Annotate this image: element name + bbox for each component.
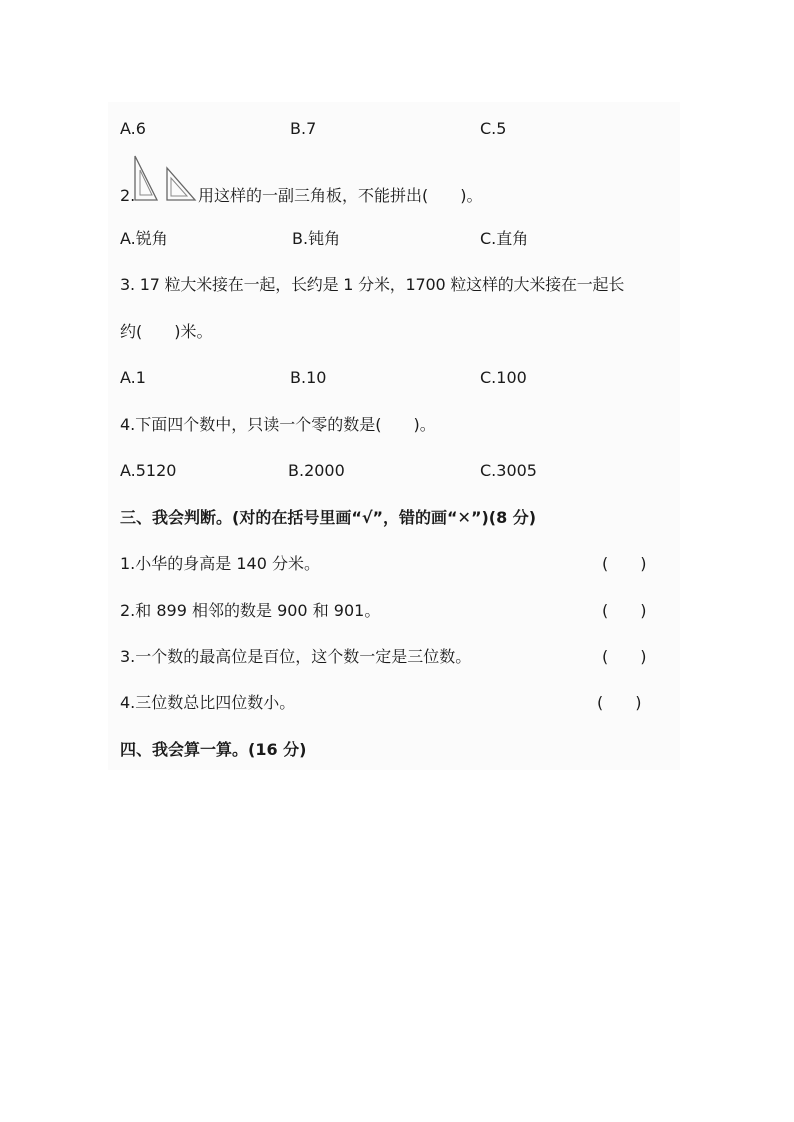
q2-option-a: A.锐角	[120, 229, 168, 248]
q1-option-b: B.7	[290, 119, 317, 138]
q2-option-c: C.直角	[480, 229, 529, 248]
section4-heading: 四、我会算一算。(16 分)	[120, 740, 307, 759]
set-square-icon	[133, 154, 197, 202]
q4-option-b: B.2000	[288, 461, 345, 480]
judge-item-4: 4.三位数总比四位数小。	[120, 693, 296, 712]
judge-item-1: 1.小华的身高是 140 分米。	[120, 554, 320, 573]
q3-question-line2: 约( )米。	[120, 322, 213, 341]
q3-option-b: B.10	[290, 368, 327, 387]
q4-question-text: 4.下面四个数中，只读一个零的数是( )。	[120, 415, 436, 434]
q4-option-c: C.3005	[480, 461, 537, 480]
q1-option-a: A.6	[120, 119, 146, 138]
q3-question-line1: 3. 17 粒大米接在一起，长约是 1 分米，1700 粒这样的大米接在一起长	[120, 275, 625, 294]
q1-option-c: C.5	[480, 119, 507, 138]
q2-option-b: B.钝角	[292, 229, 341, 248]
judge-item-4-bracket[interactable]: ( )	[597, 693, 642, 712]
q2-number: 2.	[120, 186, 136, 205]
judge-item-3: 3.一个数的最高位是百位，这个数一定是三位数。	[120, 647, 472, 666]
judge-item-1-bracket[interactable]: ( )	[602, 554, 647, 573]
q2-question-text: 用这样的一副三角板，不能拼出( )。	[198, 186, 483, 205]
judge-item-2-bracket[interactable]: ( )	[602, 601, 647, 620]
judge-item-3-bracket[interactable]: ( )	[602, 647, 647, 666]
q4-option-a: A.5120	[120, 461, 177, 480]
q3-option-a: A.1	[120, 368, 146, 387]
section3-heading: 三、我会判断。(对的在括号里画“√”，错的画“✕”)(8 分)	[120, 508, 537, 527]
q3-option-c: C.100	[480, 368, 527, 387]
judge-item-2: 2.和 899 相邻的数是 900 和 901。	[120, 601, 381, 620]
